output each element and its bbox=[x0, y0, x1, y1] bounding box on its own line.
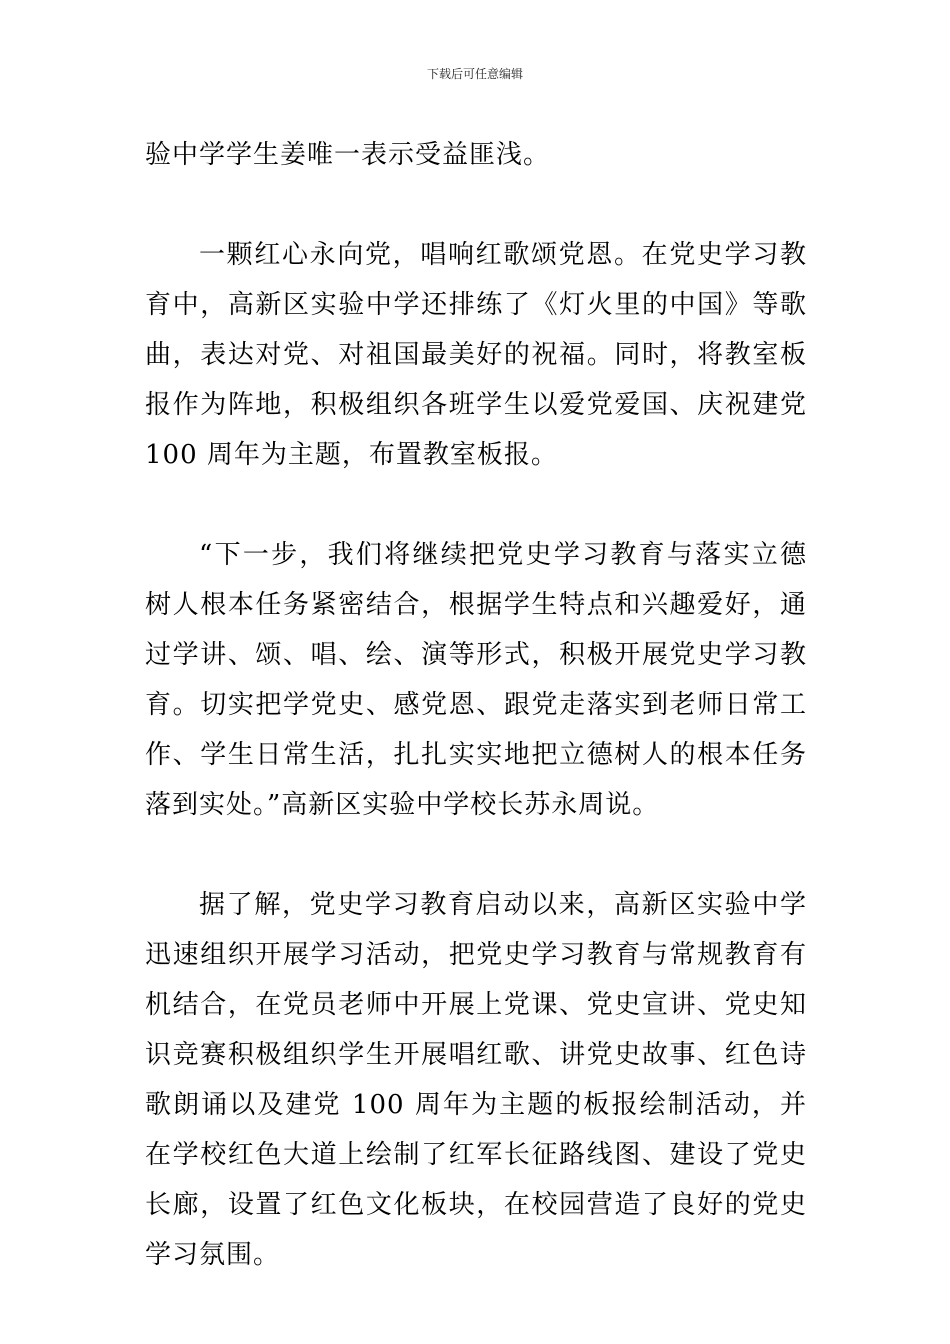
paragraph-red-songs: 一颗红心永向党，唱响红歌颂党恩。在党史学习教育中，高新区实验中学还排练了《灯火里的中国》等歌曲，表达对党、对祖国最美好的祝福。同时，将教室板报作为阵地，积极组织各班学生以爱党爱国、庆祝建党 100 周年为主题，布置教室板报。 bbox=[145, 240, 807, 470]
paragraph-activities-summary: 据了解，党史学习教育启动以来，高新区实验中学迅速组织开展学习活动，把党史学习教育与常规教育有机结合，在党员老师中开展上党课、党史宣讲、党史知识竞赛积极组织学生开展唱红歌、讲党史故事、红色诗歌朗诵以及建党 100 周年为主题的板报绘制活动，并在学校红色大道上绘制了红军长征路线图、建设了党史长廊，设置了红色文化板块，在校园营造了良好的党史学习氛围。 bbox=[145, 890, 807, 1270]
paragraph-spacer bbox=[145, 180, 807, 230]
paragraph-principal-quote: “下一步，我们将继续把党史学习教育与落实立德树人根本任务紧密结合，根据学生特点和兴趣爱好，通过学讲、颂、唱、绘、演等形式，积极开展党史学习教育。切实把学党史、感党恩、跟党走落实到老师日常工作、学生日常生活，扎扎实实地把立德树人的根本任务落到实处。”高新区实验中学校长苏永周说。 bbox=[145, 540, 807, 820]
paragraph-continuation: 验中学学生姜唯一表示受益匪浅。 bbox=[145, 140, 551, 170]
page-header-note: 下载后可任意编辑 bbox=[426, 67, 523, 81]
document-body bbox=[145, 130, 807, 1280]
paragraph-spacer bbox=[145, 830, 807, 880]
paragraph-spacer bbox=[145, 480, 807, 530]
